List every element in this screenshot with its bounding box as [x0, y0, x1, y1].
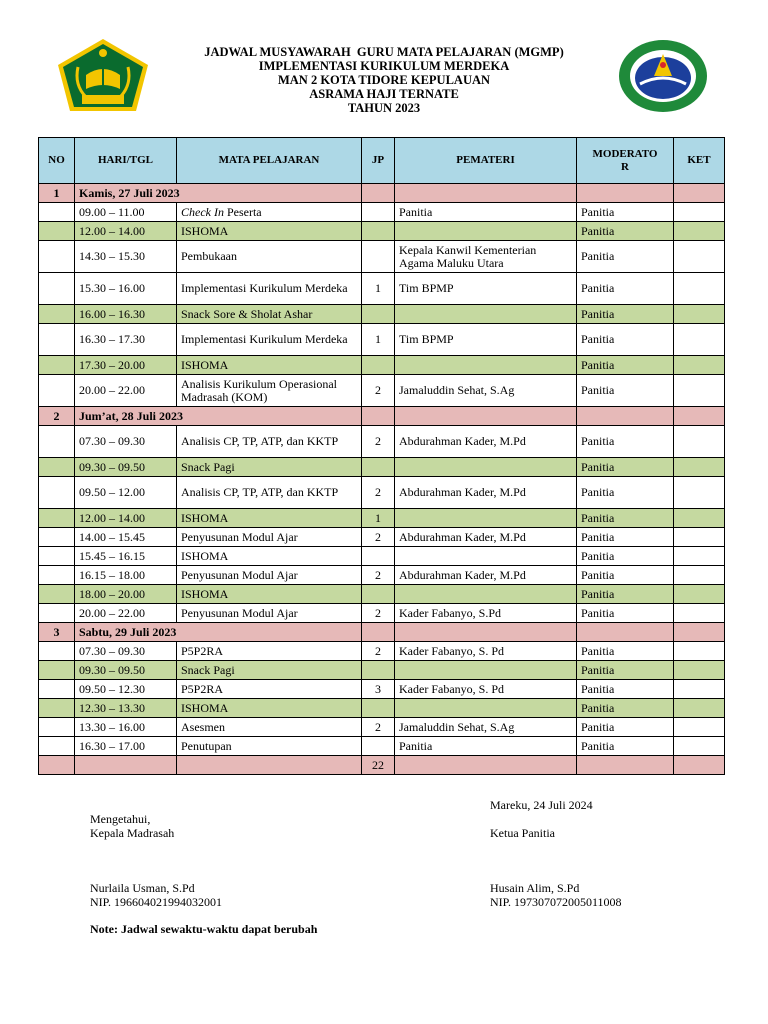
moderator-header-part-1: MODERATO — [592, 147, 658, 160]
jp-cell: 2 — [362, 477, 395, 509]
moderator-cell: Panitia — [577, 718, 674, 737]
speaker-cell — [395, 547, 577, 566]
moderator-cell: Panitia — [577, 375, 674, 407]
left-title-line-1: Mengetahui, — [90, 812, 151, 826]
day-label: Sabtu, 29 Juli 2023 — [75, 623, 362, 642]
right-nip: NIP. 197307072005011008 — [490, 895, 622, 909]
time-cell: 16.15 – 18.00 — [75, 566, 177, 585]
subject-cell: Penyusunan Modul Ajar — [177, 566, 362, 585]
ket-cell — [674, 566, 725, 585]
ket-cell — [674, 305, 725, 324]
subject-cell: Asesmen — [177, 718, 362, 737]
total-row — [39, 756, 725, 775]
day-number: 2 — [39, 407, 75, 426]
ket-cell — [674, 661, 725, 680]
day-row — [39, 623, 725, 642]
subject-cell: Pembukaan — [177, 241, 362, 273]
jp-cell — [362, 241, 395, 273]
jp-cell — [362, 737, 395, 756]
left-name: Nurlaila Usman, S.Pd — [90, 881, 195, 895]
time-cell: 15.30 – 16.00 — [75, 273, 177, 305]
speaker-cell: Panitia — [395, 203, 577, 222]
time-cell: 16.30 – 17.00 — [75, 737, 177, 756]
moderator-cell: Panitia — [577, 661, 674, 680]
ket-cell — [674, 458, 725, 477]
jp-cell: 2 — [362, 426, 395, 458]
time-cell: 12.00 – 14.00 — [75, 509, 177, 528]
moderator-cell: Panitia — [577, 509, 674, 528]
speaker-cell: Abdurahman Kader, M.Pd — [395, 477, 577, 509]
speaker-cell: Tim BPMP — [395, 273, 577, 305]
table-row — [39, 604, 725, 623]
moderator-cell: Panitia — [577, 528, 674, 547]
table-row — [39, 203, 725, 222]
time-cell: 09.30 – 09.50 — [75, 661, 177, 680]
jp-cell: 2 — [362, 528, 395, 547]
day-number: 1 — [39, 184, 75, 203]
table-row — [39, 509, 725, 528]
table-row — [39, 356, 725, 375]
table-row — [39, 241, 725, 273]
table-row — [39, 680, 725, 699]
time-cell: 07.30 – 09.30 — [75, 426, 177, 458]
speaker-cell: Abdurahman Kader, M.Pd — [395, 426, 577, 458]
subject-cell: Analisis Kurikulum Operasional Madrasah (KOM) — [177, 375, 362, 407]
table-row — [39, 305, 725, 324]
ket-cell — [674, 718, 725, 737]
header-line-4: ASRAMA HAJI TERNATE — [309, 87, 459, 101]
speaker-cell — [395, 458, 577, 477]
ket-cell — [674, 699, 725, 718]
column-header-no: NO — [39, 138, 75, 184]
subject-cell: ISHOMA — [177, 547, 362, 566]
ket-cell — [674, 426, 725, 458]
speaker-cell: Panitia — [395, 737, 577, 756]
subject-cell: P5P2RA — [177, 642, 362, 661]
table-row — [39, 699, 725, 718]
table-row — [39, 375, 725, 407]
ket-cell — [674, 203, 725, 222]
table-row — [39, 661, 725, 680]
speaker-cell: Abdurahman Kader, M.Pd — [395, 566, 577, 585]
moderator-cell: Panitia — [577, 426, 674, 458]
time-cell: 20.00 – 22.00 — [75, 375, 177, 407]
jp-cell: 2 — [362, 566, 395, 585]
column-header-hari: HARI/TGL — [75, 138, 177, 184]
time-cell: 07.30 – 09.30 — [75, 642, 177, 661]
ket-cell — [674, 604, 725, 623]
moderator-cell: Panitia — [577, 477, 674, 509]
left-signatory — [90, 881, 222, 909]
left-title-line-2: Kepala Madrasah — [90, 826, 175, 840]
left-nip: NIP. 196604021994032001 — [90, 895, 223, 909]
jp-cell — [362, 222, 395, 241]
subject-cell: Analisis CP, TP, ATP, dan KKTP — [177, 426, 362, 458]
moderator-cell: Panitia — [577, 699, 674, 718]
ket-cell — [674, 375, 725, 407]
time-cell: 09.00 – 11.00 — [75, 203, 177, 222]
table-row — [39, 528, 725, 547]
ket-cell — [674, 273, 725, 305]
time-cell: 09.30 – 09.50 — [75, 458, 177, 477]
speaker-cell — [395, 699, 577, 718]
subject-cell: Analisis CP, TP, ATP, dan KKTP — [177, 477, 362, 509]
ket-cell — [674, 477, 725, 509]
table-row — [39, 547, 725, 566]
table-row — [39, 426, 725, 458]
ket-cell — [674, 528, 725, 547]
speaker-cell — [395, 305, 577, 324]
right-title: Ketua Panitia — [490, 826, 555, 840]
moderator-cell: Panitia — [577, 241, 674, 273]
speaker-cell: Jamaluddin Sehat, S.Ag — [395, 375, 577, 407]
subject-cell: Snack Pagi — [177, 458, 362, 477]
day-row — [39, 184, 725, 203]
moderator-cell: Panitia — [577, 203, 674, 222]
ket-cell — [674, 642, 725, 661]
subject-cell: Implementasi Kurikulum Merdeka — [177, 273, 362, 305]
right-signatory — [490, 881, 622, 909]
table-header-row — [39, 138, 725, 184]
moderator-cell: Panitia — [577, 737, 674, 756]
day-row — [39, 407, 725, 426]
day-number: 3 — [39, 623, 75, 642]
jp-cell — [362, 203, 395, 222]
subject-cell: Implementasi Kurikulum Merdeka — [177, 324, 362, 356]
column-header-jp: JP — [362, 138, 395, 184]
table-row — [39, 273, 725, 305]
jp-cell — [362, 699, 395, 718]
table-row — [39, 642, 725, 661]
jp-cell: 2 — [362, 718, 395, 737]
speaker-cell: Abdurahman Kader, M.Pd — [395, 528, 577, 547]
jp-cell — [362, 547, 395, 566]
time-cell: 18.00 – 20.00 — [75, 585, 177, 604]
jp-cell: 1 — [362, 273, 395, 305]
day-label: Jum’at, 28 Juli 2023 — [75, 407, 362, 426]
speaker-cell — [395, 222, 577, 241]
table-row — [39, 718, 725, 737]
jp-cell — [362, 661, 395, 680]
place-date: Mareku, 24 Juli 2024 — [490, 798, 593, 812]
moderator-cell: Panitia — [577, 604, 674, 623]
moderator-cell: Panitia — [577, 356, 674, 375]
subject-cell — [177, 203, 362, 222]
time-cell: 15.45 – 16.15 — [75, 547, 177, 566]
time-cell: 14.00 – 15.45 — [75, 528, 177, 547]
subject-cell: ISHOMA — [177, 222, 362, 241]
moderator-cell: Panitia — [577, 305, 674, 324]
moderator-cell: Panitia — [577, 566, 674, 585]
table-row — [39, 477, 725, 509]
subject-cell: P5P2RA — [177, 680, 362, 699]
subject-cell: ISHOMA — [177, 585, 362, 604]
time-cell: 12.30 – 13.30 — [75, 699, 177, 718]
jp-cell: 1 — [362, 509, 395, 528]
time-cell: 09.50 – 12.30 — [75, 680, 177, 699]
time-cell: 16.00 – 16.30 — [75, 305, 177, 324]
table-row — [39, 458, 725, 477]
subject-cell: ISHOMA — [177, 356, 362, 375]
jp-cell: 2 — [362, 642, 395, 661]
ket-cell — [674, 356, 725, 375]
time-cell: 12.00 – 14.00 — [75, 222, 177, 241]
speaker-cell: Kader Fabanyo, S. Pd — [395, 642, 577, 661]
moderator-header-part-2: R — [621, 160, 629, 173]
column-header-mapel: MATA PELAJARAN — [177, 138, 362, 184]
ket-cell — [674, 509, 725, 528]
subject-cell: Penutupan — [177, 737, 362, 756]
jp-cell — [362, 458, 395, 477]
moderator-cell: Panitia — [577, 222, 674, 241]
time-cell: 17.30 – 20.00 — [75, 356, 177, 375]
ket-cell — [674, 680, 725, 699]
moderator-cell: Panitia — [577, 642, 674, 661]
table-row — [39, 222, 725, 241]
schedule-note: Note: Jadwal sewaktu-waktu dapat berubah — [90, 922, 318, 936]
time-cell: 09.50 – 12.00 — [75, 477, 177, 509]
speaker-cell: Kader Fabanyo, S. Pd — [395, 680, 577, 699]
jp-cell: 3 — [362, 680, 395, 699]
speaker-cell — [395, 661, 577, 680]
time-cell: 20.00 – 22.00 — [75, 604, 177, 623]
time-cell: 16.30 – 17.30 — [75, 324, 177, 356]
man2-tidore-seal-icon — [616, 38, 710, 114]
subject-cell: ISHOMA — [177, 699, 362, 718]
left-signature-block — [90, 812, 174, 840]
subject-cell: ISHOMA — [177, 509, 362, 528]
speaker-cell: Kader Fabanyo, S.Pd — [395, 604, 577, 623]
header-line-1: JADWAL MUSYAWARAH GURU MATA PELAJARAN (MGMP) — [204, 45, 564, 59]
table-row — [39, 566, 725, 585]
total-jp-cell: 22 — [362, 756, 395, 775]
jp-cell: 1 — [362, 324, 395, 356]
subject-cell: Snack Sore & Sholat Ashar — [177, 305, 362, 324]
header-line-3: MAN 2 KOTA TIDORE KEPULAUAN — [277, 73, 491, 87]
moderator-cell: Panitia — [577, 547, 674, 566]
ket-cell — [674, 585, 725, 604]
column-header-ket: KET — [674, 138, 725, 184]
jp-cell: 2 — [362, 604, 395, 623]
table-row — [39, 324, 725, 356]
header-line-2: IMPLEMENTASI KURIKULUM MERDEKA — [258, 59, 510, 73]
right-name: Husain Alim, S.Pd — [490, 881, 580, 895]
jp-cell: 2 — [362, 375, 395, 407]
ket-cell — [674, 547, 725, 566]
speaker-cell — [395, 585, 577, 604]
time-cell: 14.30 – 15.30 — [75, 241, 177, 273]
speaker-cell: Jamaluddin Sehat, S.Ag — [395, 718, 577, 737]
ket-cell — [674, 324, 725, 356]
column-header-moderator — [577, 138, 674, 184]
table-row — [39, 585, 725, 604]
ket-cell — [674, 222, 725, 241]
ket-cell — [674, 737, 725, 756]
speaker-cell — [395, 509, 577, 528]
moderator-cell: Panitia — [577, 585, 674, 604]
speaker-cell: Tim BPMP — [395, 324, 577, 356]
speaker-cell: Kepala Kanwil Kementerian Agama Maluku Utara — [395, 241, 577, 273]
moderator-cell: Panitia — [577, 458, 674, 477]
subject-italic-text: Check In — [181, 204, 224, 219]
time-cell: 13.30 – 16.00 — [75, 718, 177, 737]
day-label: Kamis, 27 Juli 2023 — [75, 184, 362, 203]
moderator-cell: Panitia — [577, 273, 674, 305]
jp-cell — [362, 585, 395, 604]
column-header-pemateri: PEMATERI — [395, 138, 577, 184]
ket-cell — [674, 241, 725, 273]
schedule-table — [38, 137, 725, 775]
subject-text: Peserta — [223, 204, 262, 219]
moderator-cell: Panitia — [577, 680, 674, 699]
jp-cell — [362, 305, 395, 324]
subject-cell: Snack Pagi — [177, 661, 362, 680]
jp-cell — [362, 356, 395, 375]
subject-cell: Penyusunan Modul Ajar — [177, 604, 362, 623]
moderator-cell: Panitia — [577, 324, 674, 356]
subject-cell: Penyusunan Modul Ajar — [177, 528, 362, 547]
header-line-5: TAHUN 2023 — [347, 101, 421, 115]
table-row — [39, 737, 725, 756]
speaker-cell — [395, 356, 577, 375]
